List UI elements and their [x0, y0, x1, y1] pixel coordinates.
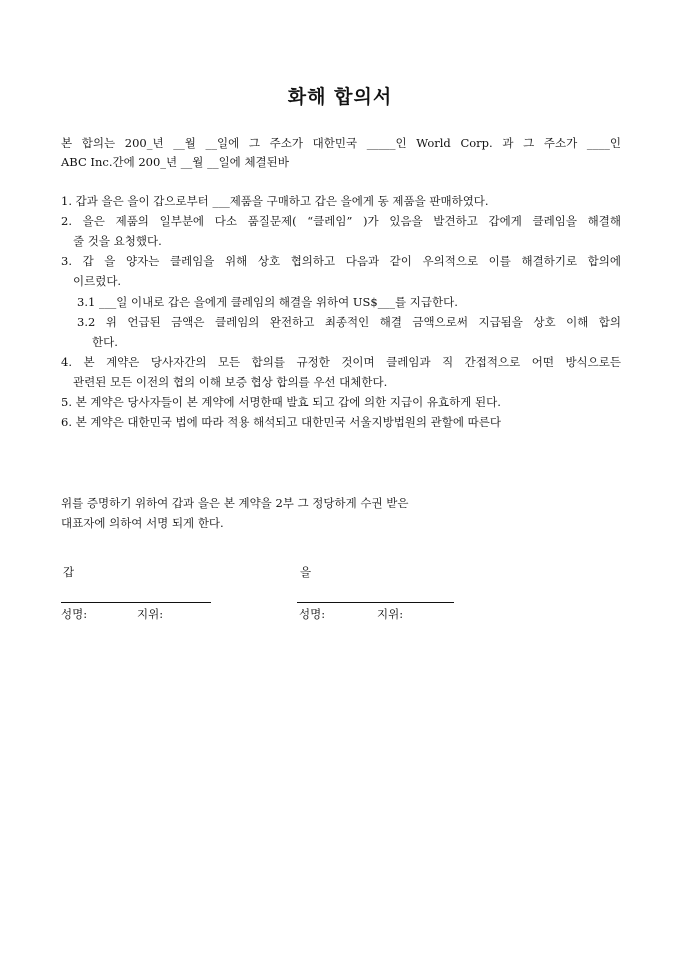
party-b-label: 을 [300, 565, 312, 579]
clause-3-2-line-2: 한다. [92, 335, 118, 349]
party-a-label: 갑 [63, 565, 75, 579]
witness-line-2: 대표자에 의하여 서명 되게 한다. [61, 516, 224, 530]
clause-3-1: 3.1 ___일 이내로 갑은 을에게 클레임의 해결을 위하여 US$___를 지급한다. [77, 295, 458, 309]
clause-4-line-1: 4. 본 계약은 당사자간의 모든 합의를 규정한 것이며 클레임과 직 간접적으로 어떤 방식으로든 [61, 355, 621, 369]
intro-line-1: 본 합의는 200_년 __월 __일에 그 주소가 대한민국 _____인 World Corp. 과 그 주소가 ____인 [61, 136, 621, 150]
witness-line-1: 위를 증명하기 위하여 갑과 을은 본 계약을 2부 그 정당하게 수권 받은 [61, 496, 409, 510]
clause-3-2-line-1: 3.2 위 언급된 금액은 클레임의 완전하고 최종적인 해결 금액으로써 지급됨을 상호 이해 합의 [77, 315, 621, 329]
party-a-name-label: 성명: [61, 607, 88, 621]
document-title: 화해 합의서 [287, 86, 393, 108]
clause-2-line-1: 2. 을은 제품의 일부분에 다소 품질문제( “클레임” )가 있음을 발견하고 갑에게 클레임을 해결해 [61, 214, 621, 228]
clause-5: 5. 본 계약은 당사자들이 본 계약에 서명한때 발효 되고 갑에 의한 지급이 유효하게 된다. [61, 395, 501, 409]
clause-2-line-2: 줄 것을 요청했다. [73, 234, 162, 248]
party-b-name-label: 성명: [299, 607, 326, 621]
clause-6: 6. 본 계약은 대한민국 법에 따라 적용 해석되고 대한민국 서울지방법원의 관할에 따른다 [61, 415, 501, 429]
intro-line-2: ABC Inc.간에 200_년 __월 __일에 체결된바 [61, 155, 289, 169]
clause-4-line-2: 관련된 모든 이전의 협의 이해 보증 협상 합의를 우선 대체한다. [73, 375, 388, 389]
party-a-title-label: 지위: [137, 607, 164, 621]
party-a-signature-line [61, 602, 211, 603]
clause-1: 1. 갑과 을은 을이 갑으로부터 ___제품을 구매하고 갑은 을에게 동 제품을 판매하였다. [61, 194, 489, 208]
party-b-title-label: 지위: [377, 607, 404, 621]
clause-3-line-1: 3. 갑 을 양자는 클레임을 위해 상호 협의하고 다음과 같이 우의적으로 이를 해결하기로 합의에 [61, 254, 621, 268]
party-b-signature-line [297, 602, 454, 603]
clause-3-line-2: 이르렀다. [73, 274, 122, 288]
